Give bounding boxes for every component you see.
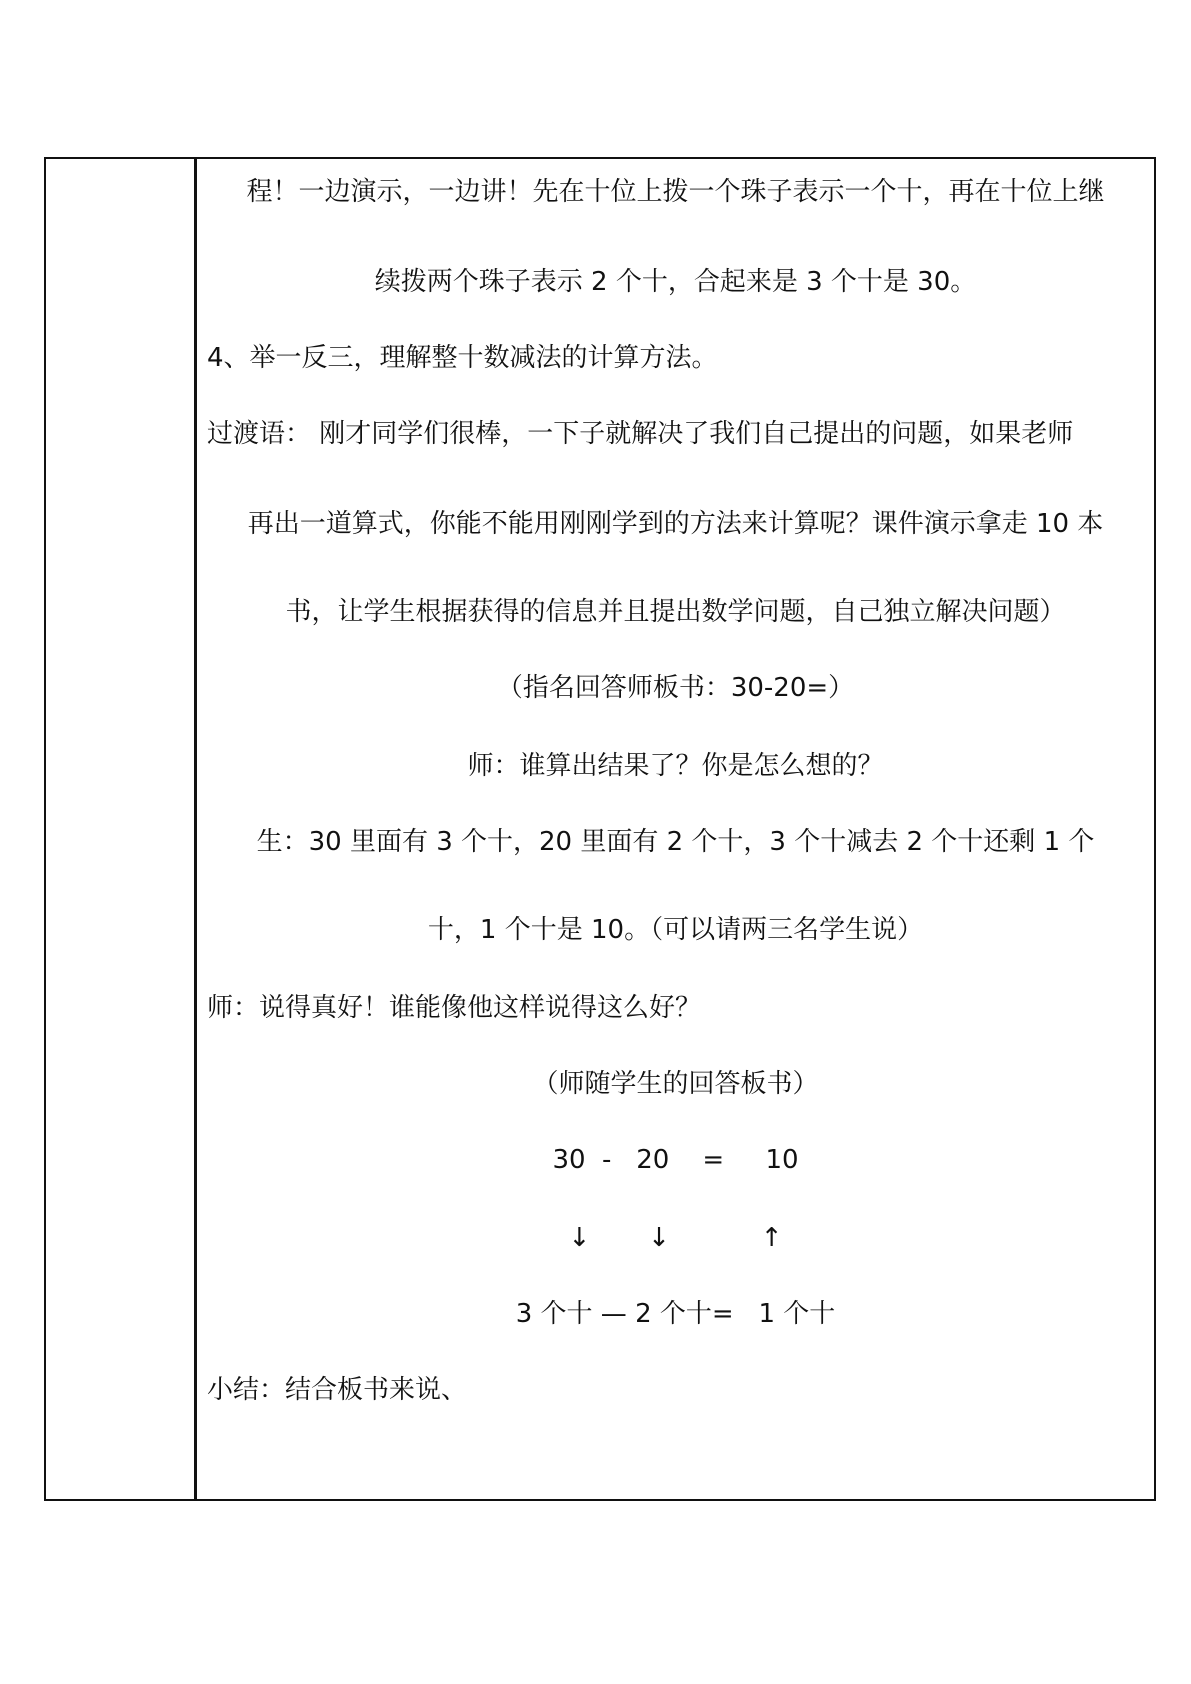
tens-equation-line: 3 个十 — 2 个十= 1 个十 <box>515 1299 836 1329</box>
text-line-teacher-praise: 师：说得真好！谁能像他这样说得这么好？ <box>207 993 702 1023</box>
text-line-1: 程！一边演示，一边讲！先在十位上拨一个珠子表示一个十，再在十位上继 <box>246 177 1105 207</box>
text-line-7: （指名回答师板书：30-20=） <box>496 673 855 703</box>
text-line-student-answer: 生：30 里面有 3 个十，20 里面有 2 个十，3 个十减去 2 个十还剩 1 个 <box>256 827 1095 857</box>
text-line-teacher-question: 师：谁算出结果了？你是怎么想的？ <box>467 751 884 781</box>
text-line-2: 续拨两个珠子表示 2 个十，合起来是 3 个十是 30。 <box>374 267 977 297</box>
text-line-5: 再出一道算式，你能不能用刚刚学到的方法来计算呢？课件演示拿走 10 本 <box>247 509 1104 539</box>
text-line-6: 书，让学生根据获得的信息并且提出数学问题，自己独立解决问题） <box>285 597 1066 627</box>
text-line-transition: 过渡语： 刚才同学们很棒，一下子就解决了我们自己提出的问题，如果老师 <box>207 419 1074 449</box>
equation-line: 30 - 20 = 10 <box>552 1145 799 1175</box>
arrow-line: ↓ ↓ ↑ <box>568 1223 783 1253</box>
text-line-board-note: （师随学生的回答板书） <box>532 1069 819 1099</box>
text-line-10: 十，1 个十是 10。（可以请两三名学生说） <box>427 915 924 945</box>
section-heading-4: 4、举一反三，理解整十数减法的计算方法。 <box>207 343 718 373</box>
summary-line: 小结：结合板书来说、 <box>207 1375 468 1405</box>
left-column-cell <box>46 159 194 1499</box>
lesson-table <box>44 157 1156 1501</box>
right-column-cell <box>197 159 1154 1499</box>
